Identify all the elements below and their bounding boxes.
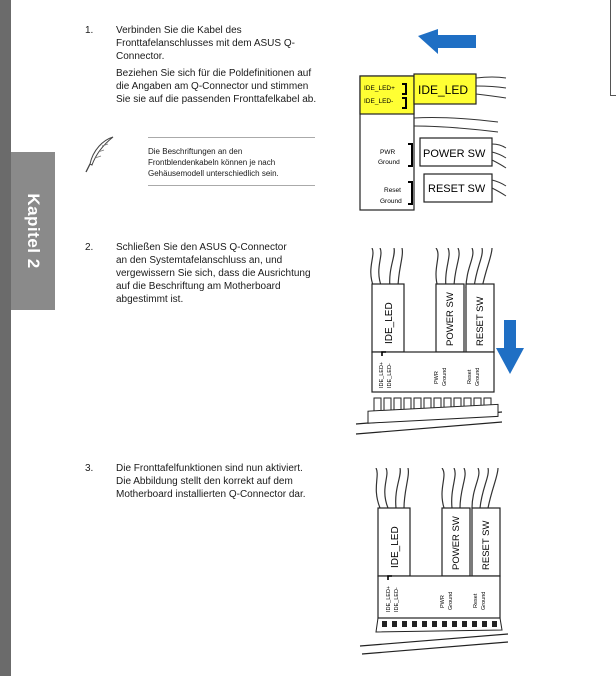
blue-arrow-down-icon (496, 320, 524, 374)
note-line: Gehäusemodell unterschiedlich sein. (148, 169, 279, 178)
note-box (148, 137, 315, 186)
fig2-reset: Reset (467, 369, 473, 384)
step-2-line: vergewissern Sie sich, dass die Ausrichtung (116, 268, 311, 279)
fig2-ground-2: Ground (475, 367, 481, 386)
step-3-text (116, 462, 346, 501)
fig2-power-sw: POWER SW (445, 292, 456, 346)
step-2-line: abgestimmt ist. (116, 294, 184, 305)
fig3-power-sw: POWER SW (451, 516, 462, 570)
fig3-pwr: PWR (440, 595, 446, 608)
step-2-text (116, 241, 346, 306)
figure-2-connector-insert (352, 248, 532, 443)
step-3-line: Motherboard installierten Q-Connector dar. (116, 489, 306, 500)
figure-3-connector-installed (356, 468, 516, 658)
fig1-pwr: PWR (380, 149, 396, 156)
figure-1-connector-cables (358, 26, 508, 216)
chapter-tab-label: Kapitel 2 (24, 193, 43, 269)
step-2-line: Schließen Sie den ASUS Q-Connector (116, 242, 287, 253)
step-1-line: Fronttafelanschlusses mit dem ASUS Q- (116, 38, 295, 49)
fig3-ide-led: IDE_LED (390, 526, 401, 568)
fig1-reset: Reset (384, 187, 401, 194)
fig1-power-sw: POWER SW (423, 148, 486, 160)
fig3-ground: Ground (448, 591, 454, 610)
step-2-line: auf die Beschriftung am Motherboard (116, 281, 281, 292)
step-1-line: die Angaben am Q-Connector und stimmen (116, 81, 309, 92)
fig1-ide-led-minus: IDE_LED- (364, 98, 394, 105)
note-line: Die Beschriftungen an den (148, 147, 243, 156)
fig3-reset-sw: RESET SW (481, 520, 492, 570)
fig2-ide-led-minus: IDE_LED- (387, 363, 393, 388)
fig3-ide-led-plus: IDE_LED+ (386, 585, 392, 612)
fig2-ground: Ground (442, 367, 448, 386)
step-1-line: Beziehen Sie sich für die Poldefinitionen auf (116, 68, 312, 79)
fig3-reset: Reset (473, 593, 479, 608)
note-line: Frontblendenkabeln können je nach (148, 158, 276, 167)
step-1-line: Sie sie auf die passenden Fronttafelkabel ab. (116, 94, 317, 105)
fig2-reset-sw: RESET SW (475, 296, 486, 346)
step-3-line: Die Abbildung stellt den korrekt auf dem (116, 476, 293, 487)
step-2-line: an den Systemtafelanschluss an, und (116, 255, 283, 266)
step-1-line: Verbinden Sie die Kabel des (116, 25, 242, 36)
fig1-reset-sw: RESET SW (428, 183, 486, 195)
step-1-text (116, 24, 346, 110)
page-edge-bar (0, 0, 11, 676)
step-1-line: Connector. (116, 51, 165, 62)
step-3-line: Die Fronttafelfunktionen sind nun aktiviert. (116, 463, 303, 474)
fig2-pwr: PWR (434, 371, 440, 384)
blue-arrow-left-icon (418, 29, 476, 54)
fig1-ide-led-label: IDE_LED (418, 83, 469, 97)
fig1-ground: Ground (378, 159, 400, 166)
step-3-number: 3. (85, 463, 94, 474)
fig1-ground-2: Ground (380, 198, 402, 205)
step-2-number: 2. (85, 242, 94, 253)
page-corner-mark (610, 0, 616, 96)
fig2-ide-led-plus: IDE_LED+ (379, 361, 385, 388)
fig3-ide-led-minus: IDE_LED- (394, 587, 400, 612)
step-1-number: 1. (85, 25, 94, 36)
feather-icon (83, 134, 119, 174)
fig1-ide-led-plus: IDE_LED+ (364, 85, 395, 92)
chapter-tab[interactable] (11, 152, 55, 310)
fig2-ide-led: IDE_LED (384, 302, 395, 344)
fig3-ground-2: Ground (481, 591, 487, 610)
